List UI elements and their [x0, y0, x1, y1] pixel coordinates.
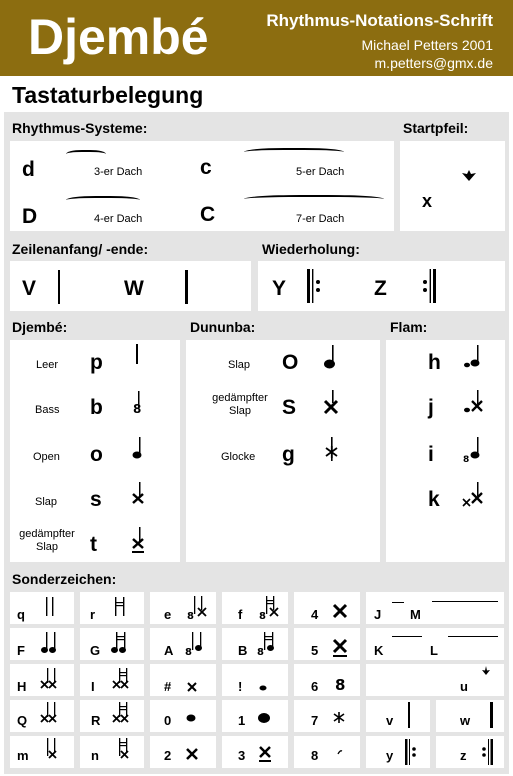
tiny-tick-icon	[336, 748, 344, 756]
key-p: p	[90, 351, 103, 374]
special-cell	[294, 592, 360, 624]
label-bell: Glocke	[221, 451, 256, 463]
key-K: K	[374, 643, 384, 658]
svg-text:8: 8	[257, 647, 264, 658]
label-4er-dach: 4-er Dach	[94, 213, 143, 225]
key-z: z	[460, 748, 467, 763]
beamed-slap-stem-icon	[112, 701, 132, 727]
special-cell	[294, 664, 360, 696]
key-0: 0	[164, 713, 172, 728]
section-line-start-end: Zeilenanfang/ -ende:	[12, 241, 149, 257]
section-flam: Flam:	[390, 319, 428, 335]
small-x-icon	[186, 681, 198, 693]
special-cell	[222, 664, 288, 696]
key-1: 1	[238, 713, 246, 728]
special-cell	[366, 700, 430, 732]
key-H: H	[17, 679, 27, 694]
small-bell-icon	[332, 710, 346, 724]
key-L: L	[430, 643, 438, 658]
beamed-double-stem-icon	[112, 596, 128, 618]
line-end-bar-icon	[185, 270, 188, 304]
beamed-bass-open-icon	[256, 631, 278, 657]
triplet-roof-icon	[66, 150, 106, 154]
double-open-note-icon	[40, 631, 60, 657]
key-q: q	[17, 607, 25, 622]
key-h: h	[428, 351, 441, 374]
key-m: m	[17, 748, 29, 763]
key-e: e	[164, 607, 172, 622]
medium-roof-icon	[392, 636, 422, 641]
small-repeat-start-icon	[404, 738, 418, 766]
bass-open-pair-icon	[184, 631, 206, 657]
special-cell	[150, 664, 216, 696]
key-n: n	[91, 748, 99, 763]
small-dot-icon	[258, 683, 268, 693]
label-dununba-slap: Slap	[228, 359, 251, 371]
key-F: F	[17, 643, 25, 658]
page-title: Tastaturbelegung	[12, 82, 204, 108]
key-b: b	[90, 396, 103, 419]
key-j: j	[428, 396, 434, 419]
key-u: u	[460, 679, 468, 694]
small-line-end-icon	[490, 702, 493, 728]
key-2: 2	[164, 748, 172, 763]
flam-box	[386, 340, 505, 562]
key-R: R	[91, 713, 101, 728]
key-J: J	[374, 607, 382, 622]
special-cell	[294, 628, 360, 660]
bell-note-icon	[322, 436, 340, 464]
section-repeat: Wiederholung:	[262, 241, 360, 257]
small-arrow-icon	[480, 664, 492, 676]
key-t: t	[90, 533, 97, 556]
short-roof-icon	[392, 602, 404, 607]
key-f: f	[238, 607, 243, 622]
key-8: 8	[311, 748, 319, 763]
key-o: o	[90, 443, 103, 466]
key-4: 4	[311, 607, 319, 622]
key-w: w	[460, 713, 471, 728]
start-arrow-box	[400, 141, 505, 231]
key-v: v	[386, 713, 394, 728]
key-d: d	[22, 158, 35, 181]
special-cell	[294, 736, 360, 768]
label-slap: Slap	[35, 496, 58, 508]
special-cell	[294, 700, 360, 732]
key-s: s	[90, 488, 102, 511]
key-r: r	[90, 607, 96, 622]
svg-text:8: 8	[259, 611, 266, 622]
quadruplet-roof-icon	[66, 196, 140, 200]
bass-8-icon	[333, 675, 347, 693]
svg-text:8: 8	[185, 647, 192, 658]
label-muted-slap: gedämpfter Slap	[19, 528, 75, 553]
bass-note-icon	[130, 390, 146, 416]
key-y: y	[386, 748, 394, 763]
key-W: W	[124, 277, 144, 300]
repeat-end-icon	[420, 268, 438, 304]
section-special-characters: Sonderzeichen:	[12, 571, 117, 587]
empty-note-icon	[136, 344, 138, 364]
special-cell	[150, 628, 216, 660]
key-I: I	[91, 679, 95, 694]
key-exclaim: !	[238, 679, 243, 694]
small-repeat-end-icon	[480, 738, 494, 766]
repeat-start-icon	[305, 268, 323, 304]
key-i: i	[428, 443, 434, 466]
bass-slap-pair-icon	[186, 595, 208, 621]
special-cell	[222, 736, 288, 768]
medium-x-icon	[185, 747, 199, 761]
small-notehead-icon	[185, 713, 197, 723]
long-roof-icon	[432, 601, 498, 606]
key-hash: #	[164, 679, 172, 694]
special-cell	[150, 700, 216, 732]
key-5: 5	[311, 643, 319, 658]
special-cell	[222, 628, 288, 660]
label-5er-dach: 5-er Dach	[296, 166, 345, 178]
line-start-bar-icon	[58, 270, 60, 304]
beamed-stem-slap-icon	[112, 737, 132, 763]
small-line-start-icon	[408, 702, 410, 728]
key-V: V	[22, 277, 37, 300]
key-G: G	[90, 643, 101, 658]
key-S: S	[282, 396, 297, 419]
double-stem-icon	[43, 596, 57, 618]
start-arrow-icon	[461, 166, 477, 182]
key-C: C	[200, 203, 216, 226]
key-Z: Z	[374, 277, 387, 300]
quintuplet-roof-icon	[244, 148, 344, 152]
muted-slap-x-icon	[332, 638, 348, 658]
key-g: g	[282, 443, 295, 466]
key-7: 7	[311, 713, 319, 728]
slap-note-icon	[130, 481, 146, 507]
special-cell	[366, 592, 504, 624]
header-banner	[0, 0, 513, 76]
open-note-icon	[130, 436, 146, 462]
label-bass: Bass	[35, 404, 60, 416]
wide-roof-icon	[448, 636, 498, 641]
key-k: k	[428, 488, 440, 511]
special-cell	[222, 700, 288, 732]
key-Y: Y	[272, 277, 287, 300]
special-cell	[150, 736, 216, 768]
svg-text:8: 8	[335, 676, 346, 694]
stem-slap-pair-icon	[40, 737, 60, 763]
special-cell	[366, 736, 430, 768]
double-slap-stem-icon	[40, 701, 60, 727]
flam-open-icon	[462, 344, 484, 372]
section-dununba: Dununba:	[190, 319, 256, 335]
header-email[interactable]: m.petters@gmx.de	[374, 55, 493, 71]
key-c: c	[200, 156, 212, 179]
section-rhythm-systems: Rhythmus-Systeme:	[12, 120, 148, 136]
beamed-double-slap-icon	[112, 667, 132, 693]
key-D: D	[22, 205, 38, 228]
dununba-muted-slap-icon	[322, 389, 340, 417]
muted-slap-note-icon	[130, 526, 146, 556]
svg-text:8: 8	[187, 611, 194, 622]
key-B: B	[238, 643, 248, 658]
beamed-bass-slap-icon	[258, 595, 280, 621]
medium-muted-x-icon	[258, 745, 272, 763]
label-dununba-muted-slap: gedämpfter Slap	[212, 392, 268, 417]
section-djembe: Djembé:	[12, 319, 68, 335]
double-slap-note-icon	[40, 667, 60, 693]
app-title: Djembé	[28, 9, 209, 65]
key-O: O	[282, 351, 299, 374]
flam-slap-icon	[462, 389, 484, 417]
dununba-slap-note-icon	[322, 344, 340, 372]
key-3: 3	[238, 748, 246, 763]
flam-bass-icon	[462, 436, 484, 464]
large-notehead-icon	[256, 711, 272, 725]
label-leer: Leer	[36, 359, 59, 371]
label-open: Open	[33, 451, 60, 463]
svg-text:8: 8	[133, 402, 142, 416]
key-6: 6	[311, 679, 319, 694]
header-subtitle: Rhythmus-Notations-Schrift	[266, 11, 493, 30]
label-7er-dach: 7-er Dach	[296, 213, 345, 225]
key-Q: Q	[17, 713, 28, 728]
label-3er-dach: 3-er Dach	[94, 166, 143, 178]
svg-text:8: 8	[463, 455, 470, 465]
key-M: M	[410, 607, 421, 622]
slap-x-icon	[332, 603, 348, 619]
flam-double-slap-icon	[462, 481, 484, 509]
septuplet-roof-icon	[244, 195, 384, 199]
beamed-double-open-icon	[110, 631, 130, 657]
key-x: x	[422, 191, 433, 211]
section-start-arrow: Startpfeil:	[403, 120, 469, 136]
header-author: Michael Petters 2001	[361, 37, 493, 53]
key-A: A	[164, 643, 174, 658]
